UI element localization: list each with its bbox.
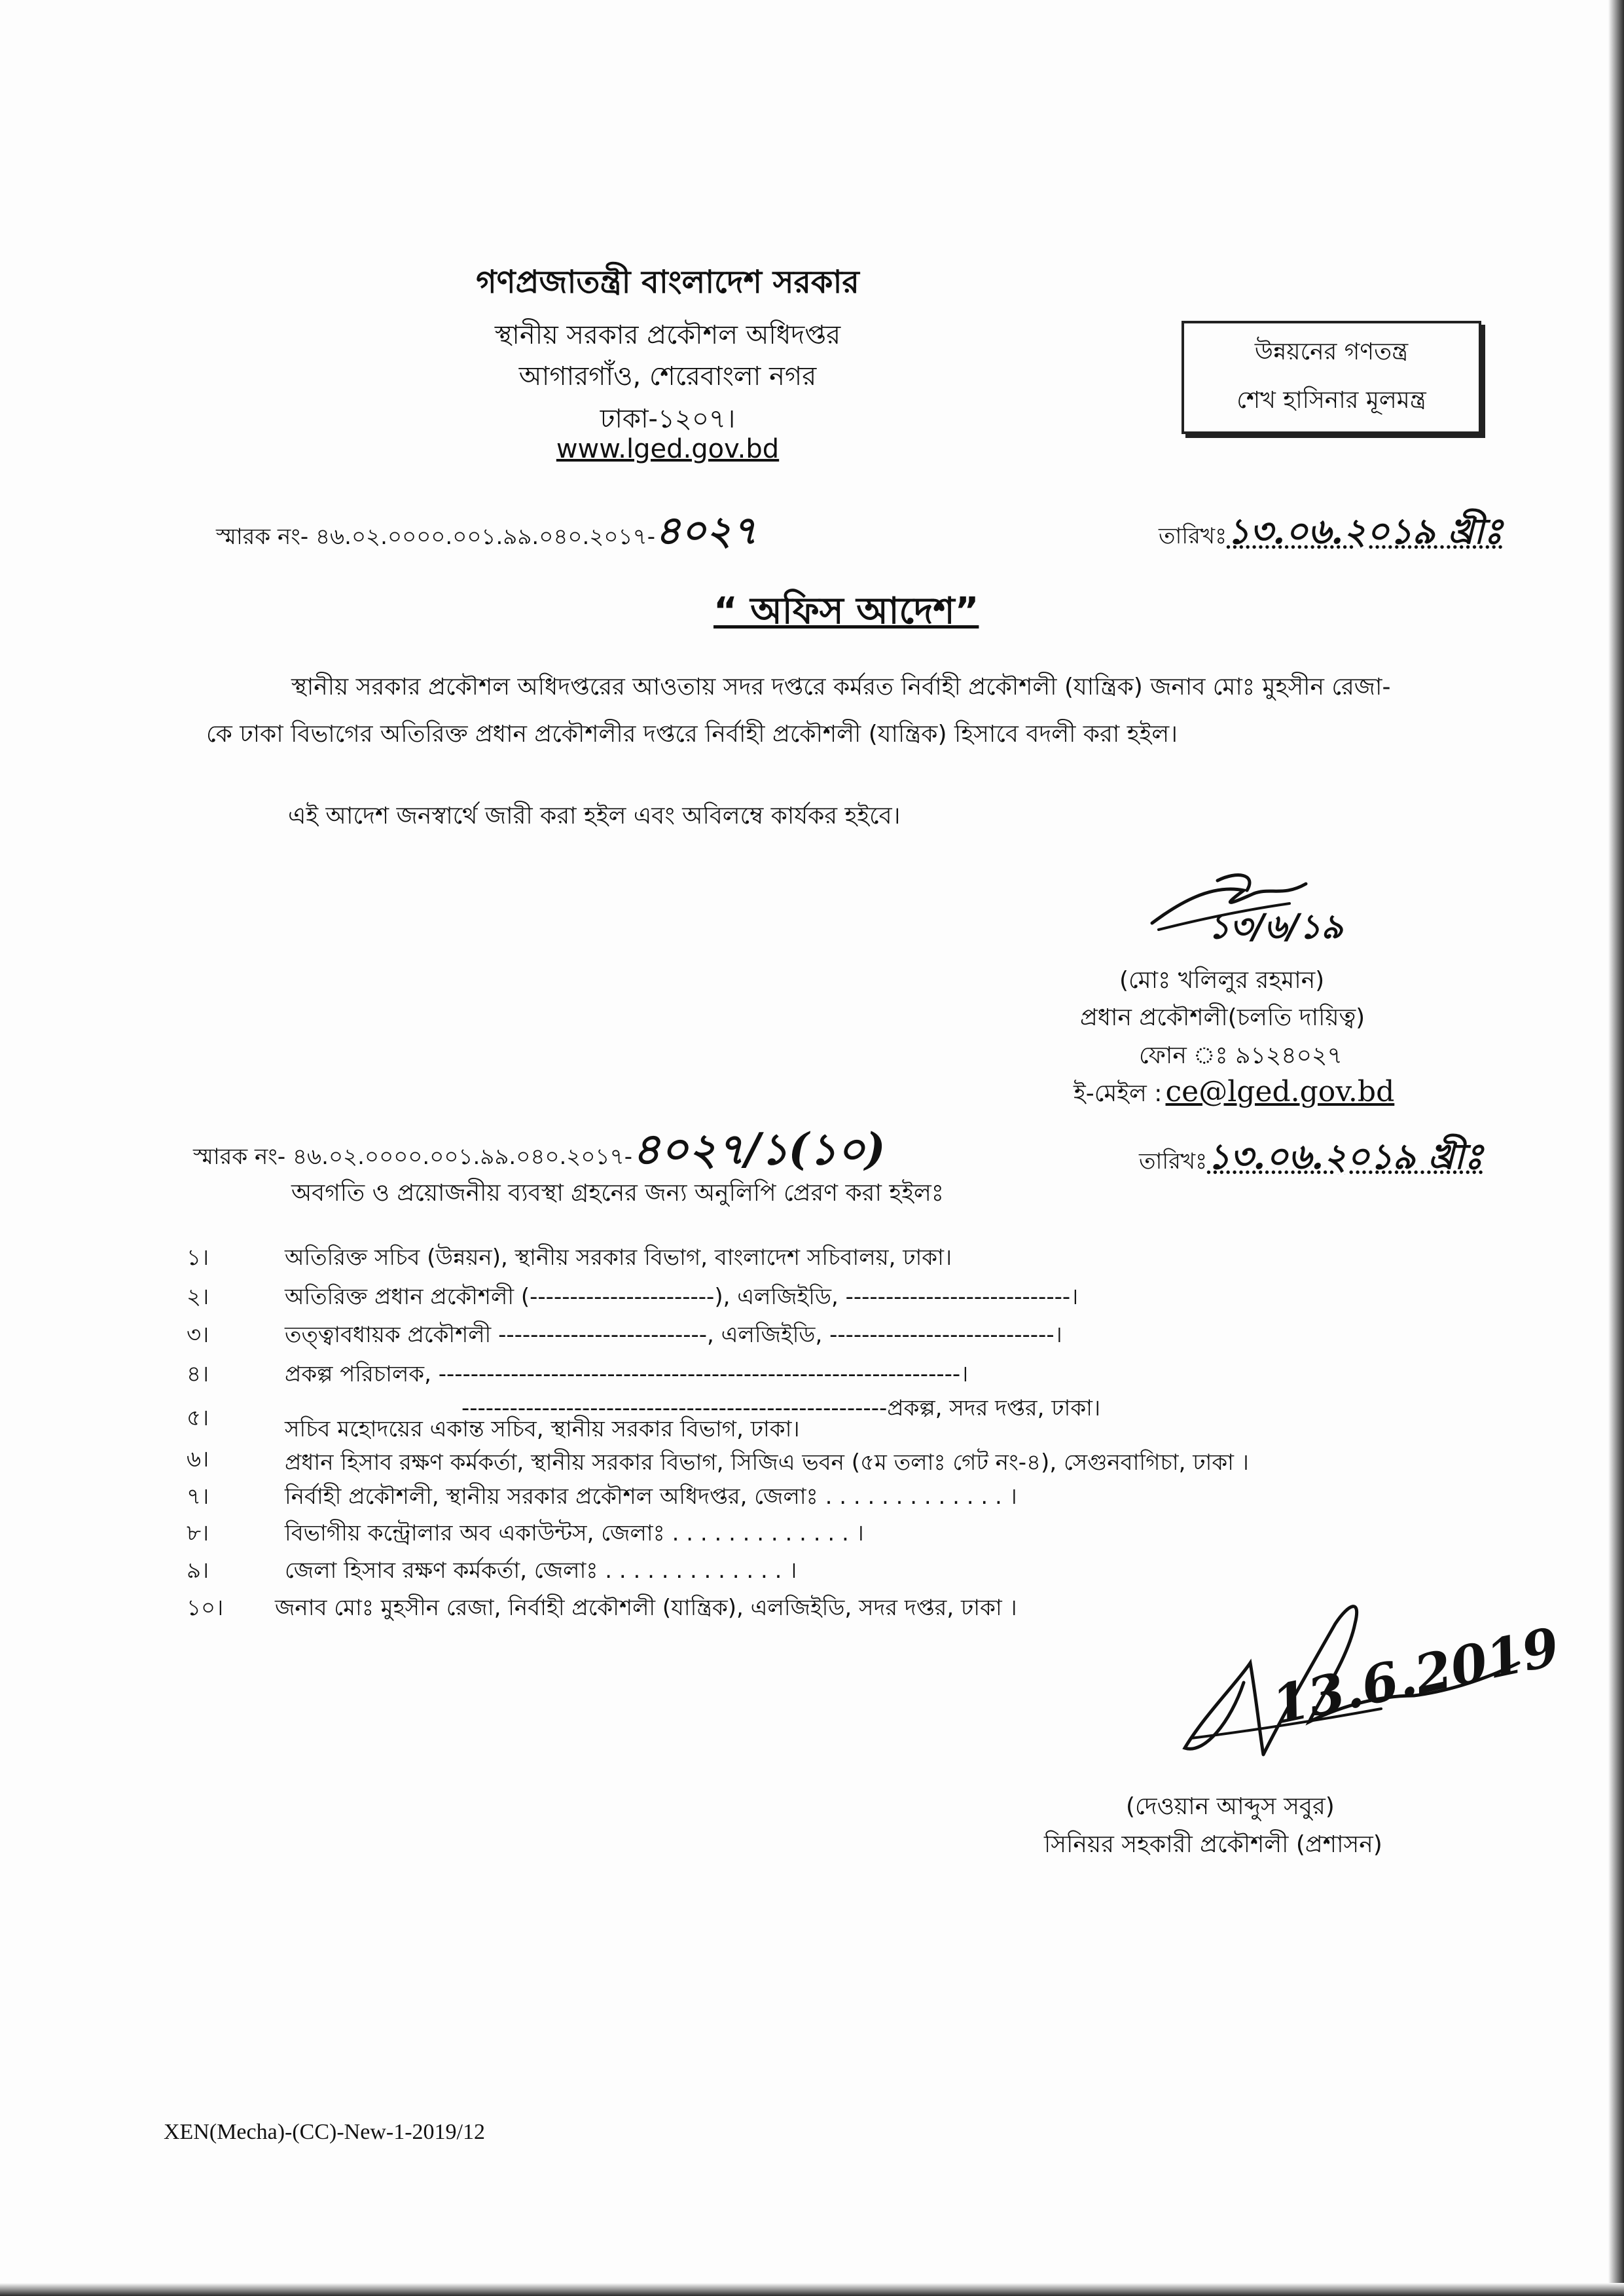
cc-item-number: ১। [187, 1245, 209, 1271]
cc-item-number: ৪। [187, 1361, 209, 1387]
motto-line-1: উন্নয়নের গণতন্ত্র [1254, 338, 1409, 365]
date-handwritten: ১৩.০৬.২০১৯ খ্রীঃ [1207, 1135, 1483, 1177]
email-link[interactable]: ce@lged.gov.bd [1165, 1075, 1395, 1108]
cc-item-text: বিভাগীয় কন্ট্রোলার অব একাউন্টস, জেলাঃ . . . . . . . . . . . . . । [285, 1520, 864, 1546]
government-title: গণপ্রজাতন্ত্রী বাংলাদেশ সরকার [476, 264, 859, 301]
signature-1-date: ১৩/৬/১৯ [1208, 907, 1343, 947]
city-line: ঢাকা-১২০৭। [600, 404, 736, 434]
memo-number-printed: স্মারক নং- ৪৬.০২.০০০০.০০১.৯৯.০৪০.২০১৭- [216, 524, 655, 550]
scan-edge-right [1608, 0, 1624, 2296]
signatory-1-email-row [1074, 1075, 1394, 1115]
cc-item-number: ২। [187, 1284, 209, 1310]
cc-item-text: জেলা হিসাব রক্ষণ কর্মকর্তা, জেলাঃ . . . . . . . . . . . . . । [285, 1558, 797, 1584]
motto-line-2: শেখ হাসিনার মূলমন্ত্র [1236, 386, 1426, 414]
cc-item-number: ৭। [187, 1484, 209, 1510]
body-paragraph-1-line-2: কে ঢাকা বিভাগের অতিরিক্ত প্রধান প্রকৌশলীর দপ্তরে নির্বাহী প্রকৌশলী (যান্ত্রিক) হিসাবে বদলী করা হইল। [206, 721, 1178, 748]
cc-item-text-continued: -----------------------------------------------------প্রকল্প, সদর দপ্তর, ঢাকা। [461, 1395, 1101, 1421]
signatory-2-designation: সিনিয়র সহকারী প্রকৌশলী (প্রশাসন) [1044, 1831, 1382, 1858]
cc-item-number: ৩। [187, 1322, 209, 1348]
signatory-1-phone: ফোন ঃ ৯১২৪০২৭ [1139, 1042, 1343, 1069]
signature-2-date: 13.6.2019 [1267, 1615, 1565, 1736]
cc-item-number: ১০। [187, 1595, 224, 1621]
address-line: আগারগাঁও, শেরেবাংলা নগর [518, 361, 817, 392]
memo-number-1 [216, 501, 757, 566]
cc-item-text: অতিরিক্ত প্রধান প্রকৌশলী (-----------------------), এলজিইডি, ----------------------------। [285, 1284, 1079, 1310]
date-label: তারিখঃ [1159, 523, 1227, 549]
cc-item-number: ৮। [187, 1520, 209, 1546]
cc-item-text: নির্বাহী প্রকৌশলী, স্থানীয় সরকার প্রকৌশল অধিদপ্তর, জেলাঃ . . . . . . . . . . . . . । [285, 1484, 1017, 1510]
document-reference-code: XEN(Mecha)-(CC)-New-1-2019/12 [164, 2120, 485, 2144]
cc-item-text: প্রধান হিসাব রক্ষণ কর্মকর্তা, স্থানীয় সরকার বিভাগ, সিজিএ ভবন (৫ম তলাঃ গেট নং-৪), সেগুনবাগিচা, ঢাকা । [285, 1449, 1249, 1476]
memo-number-printed: স্মারক নং- ৪৬.০২.০০০০.০০১.৯৯.০৪০.২০১৭- [193, 1144, 632, 1170]
signatory-1-designation: প্রধান প্রকৌশলী(চলতি দায়িত্ব) [1080, 1004, 1365, 1031]
department-name: স্থানীয় সরকার প্রকৌশল অধিদপ্তর [494, 320, 841, 350]
scan-edge-bottom [0, 2283, 1624, 2296]
memo-number-handwritten: ৪০২৭ [655, 508, 757, 554]
cc-item-number: ৫। [187, 1405, 209, 1431]
body-paragraph-1-line-1: স্থানীয় সরকার প্রকৌশল অধিদপ্তরের আওতায় সদর দপ্তরে কর্মরত নির্বাহী প্রকৌশলী (যান্ত্রিক) জনাব মোঃ মুহসীন রেজা- [291, 674, 1391, 701]
signatory-2-name: (দেওয়ান আব্দুস সবুর) [1126, 1793, 1335, 1820]
cc-item-number: ৬। [187, 1446, 209, 1472]
memo-date-1 [1159, 504, 1503, 563]
cc-item-text: তত্ত্বাবধায়ক প্রকৌশলী --------------------------, এলজিইডি, ----------------------------। [285, 1322, 1062, 1348]
cc-intro: অবগতি ও প্রয়োজনীয় ব্যবস্থা গ্রহনের জন্য অনুলিপি প্রেরণ করা হইলঃ [291, 1180, 944, 1207]
cc-item-text: অতিরিক্ত সচিব (উন্নয়ন), স্থানীয় সরকার বিভাগ, বাংলাদেশ সচিবালয়, ঢাকা। [285, 1245, 952, 1271]
email-label: ই-মেইল : [1074, 1080, 1163, 1107]
order-title: “ অফিস আদেশ” [713, 590, 979, 632]
memo-date-2 [1139, 1129, 1483, 1188]
website-link[interactable]: www.lged.gov.bd [556, 434, 780, 464]
cc-item-text: প্রকল্প পরিচালক, -----------------------------------------------------------------। [285, 1361, 969, 1387]
date-handwritten: ১৩.০৬.২০১৯ খ্রীঃ [1227, 510, 1503, 552]
cc-item-number: ৯। [187, 1558, 209, 1584]
date-label: তারিখঃ [1139, 1148, 1208, 1175]
memo-number-handwritten: ৪০২৭/১(১০) [632, 1123, 886, 1175]
cc-item-text: সচিব মহোদয়ের একান্ত সচিব, স্থানীয় সরকার বিভাগ, ঢাকা। [285, 1416, 800, 1442]
signatory-1-name: (মোঃ খলিলুর রহমান) [1119, 967, 1325, 994]
cc-item-text: জনাব মোঃ মুহসীন রেজা, নির্বাহী প্রকৌশলী (যান্ত্রিক), এলজিইডি, সদর দপ্তর, ঢাকা । [275, 1595, 1017, 1621]
body-paragraph-2: এই আদেশ জনস্বার্থে জারী করা হইল এবং অবিলম্বে কার্যকর হইবে। [288, 803, 901, 829]
motto-box [1182, 321, 1481, 434]
